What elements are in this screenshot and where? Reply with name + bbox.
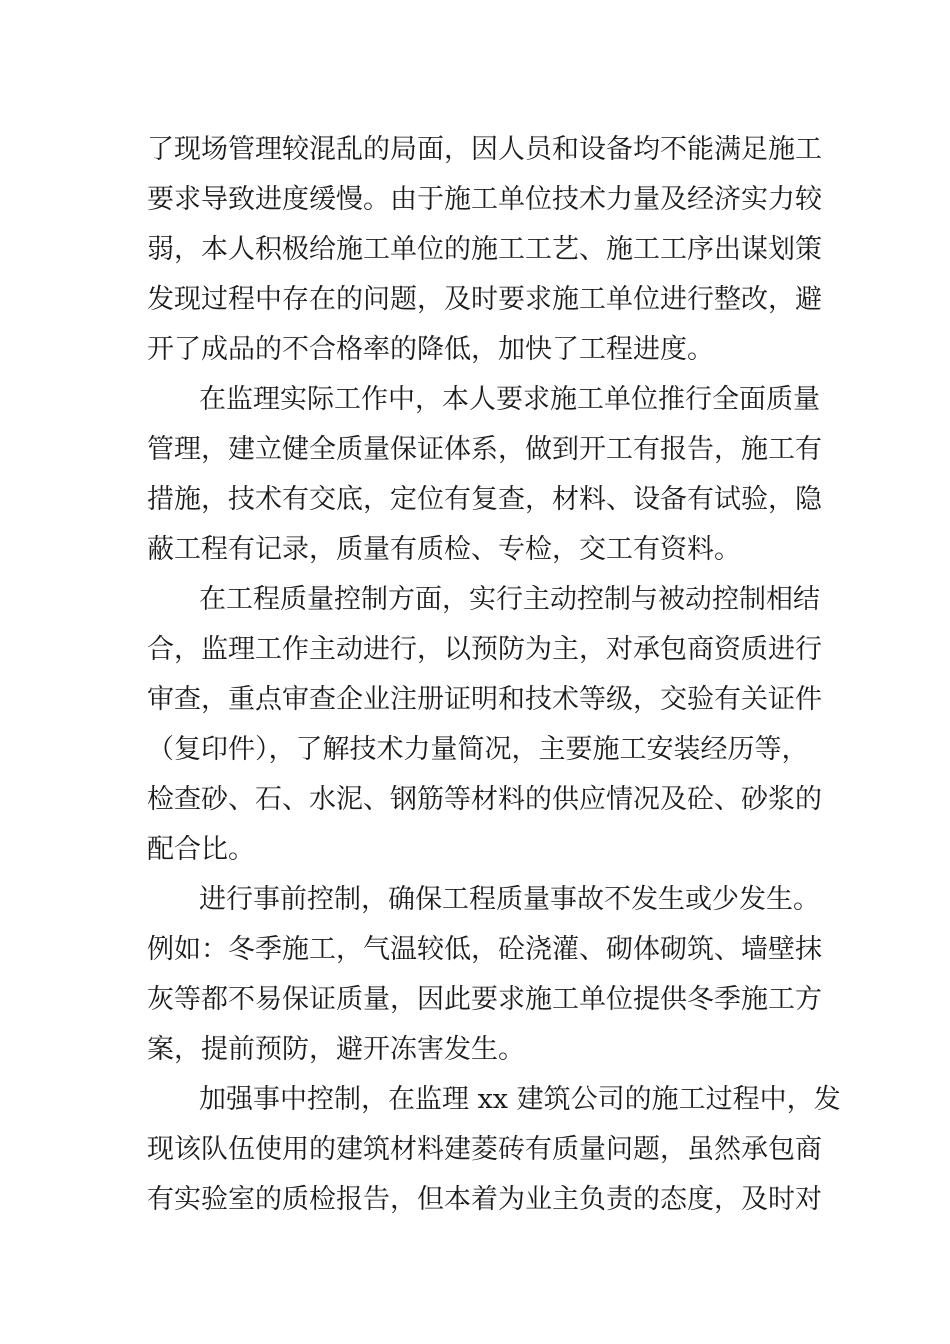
text-line: 案，提前预防，避开冻害发生。	[147, 1034, 525, 1065]
text-line: 了现场管理较混乱的局面，因人员和设备均不能满足施工	[147, 134, 822, 165]
text-line: 审查，重点审查企业注册证明和技术等级，交验有关证件	[147, 684, 822, 715]
text-line: 现该队伍使用的建筑材料建菱砖有质量问题，虽然承包商	[147, 1134, 822, 1165]
text-line: 配合比。	[147, 834, 255, 865]
paragraph-first-line: 进行事前控制，确保工程质量事故不发生或少发生。	[199, 884, 820, 915]
text-line: 灰等都不易保证质量，因此要求施工单位提供冬季施工方	[147, 984, 822, 1015]
text-line: 要求导致进度缓慢。由于施工单位技术力量及经济实力较	[147, 184, 822, 215]
text-line: 蔽工程有记录，质量有质检、专检，交工有资料。	[147, 534, 741, 565]
text-line: 发现过程中存在的问题，及时要求施工单位进行整改，避	[147, 284, 822, 315]
document-body	[147, 125, 841, 1225]
text-line: 有实验室的质检报告，但本着为业主负责的态度，及时对	[147, 1184, 822, 1215]
text-line: 管理，建立健全质量保证体系，做到开工有报告，施工有	[147, 434, 822, 465]
paragraph-first-line: 在工程质量控制方面，实行主动控制与被动控制相结	[199, 584, 820, 615]
paragraph-first-line: 在监理实际工作中，本人要求施工单位推行全面质量	[199, 384, 820, 415]
text-line: 措施，技术有交底，定位有复查，材料、设备有试验，隐	[147, 484, 822, 515]
text-line: 开了成品的不合格率的降低，加快了工程进度。	[147, 334, 714, 365]
text-line: 弱，本人积极给施工单位的施工工艺、施工工序出谋划策	[147, 234, 822, 265]
text-line: （复印件），了解技术力量简况，主要施工安装经历等，	[147, 734, 809, 765]
text-line: 检查砂、石、水泥、钢筋等材料的供应情况及砼、砂浆的	[147, 784, 822, 815]
paragraph-first-line: 加强事中控制，在监理 xx 建筑公司的施工过程中，发	[199, 1084, 841, 1115]
text-line: 合，监理工作主动进行，以预防为主，对承包商资质进行	[147, 634, 822, 665]
text-line: 例如：冬季施工，气温较低，砼浇灌、砌体砌筑、墙壁抹	[147, 934, 822, 965]
